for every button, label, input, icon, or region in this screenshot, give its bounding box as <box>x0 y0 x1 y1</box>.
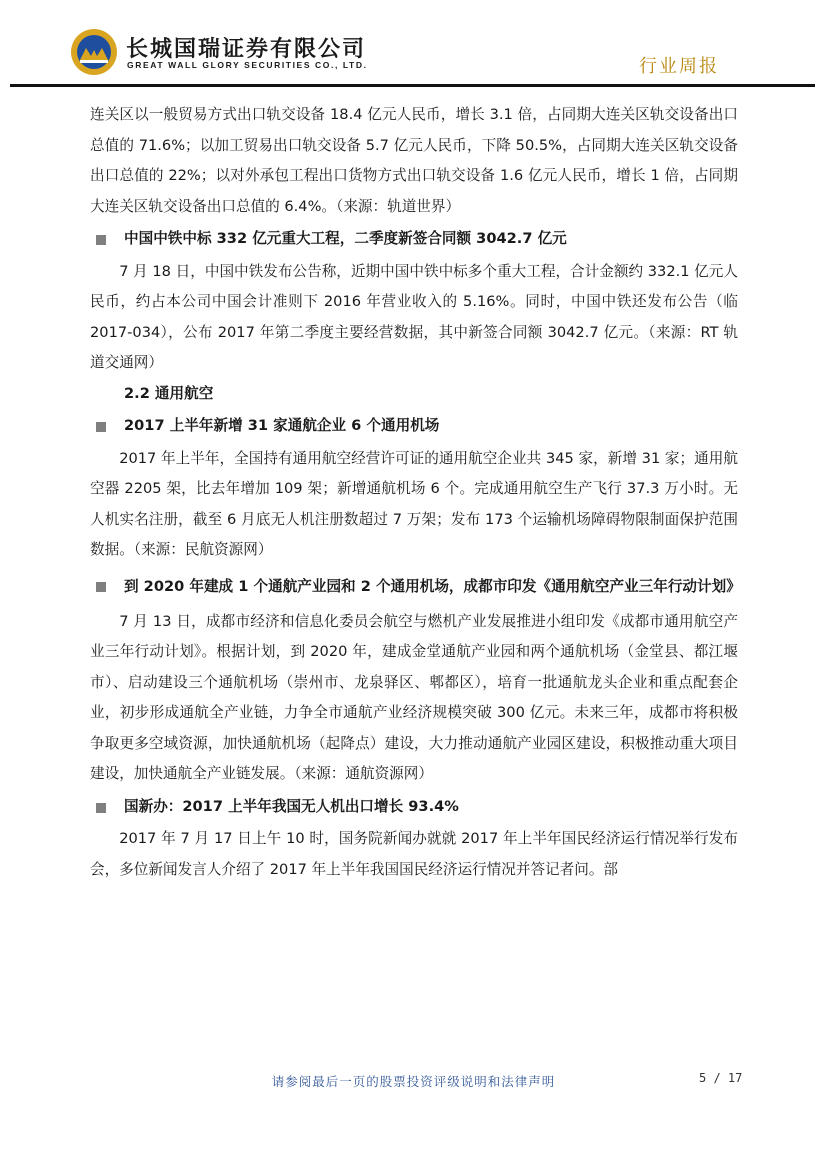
square-bullet-icon <box>96 803 106 813</box>
news-heading-text: 中国中铁中标 332 亿元重大工程，二季度新签合同额 3042.7 亿元 <box>124 230 567 247</box>
paragraph: 2017 年上半年，全国持有通用航空经营许可证的通用航空企业共 345 家，新增 31 家；通用航空器 2205 架，比去年增加 109 架；新增通航机场 6 个。完成通用航空生产飞行 37.3 万小时。无人机实名注册，截至 6 月底无人机注册数超过 7 万架；发布 173 个运输机场障碍物限制面保护范围数据。（来源：民航资源网） <box>90 449 738 558</box>
paragraph: 7 月 13 日，成都市经济和信息化委员会航空与燃机产业发展推进小组印发《成都市通用航空产业三年行动计划》。根据计划，到 2020 年，建成金堂通航产业园和两个通航机场（金堂县、都江堰市）、启动建设三个通航机场（崇州市、龙泉驿区、郫都区），培育一批通航龙头企业和重点配套企业，初步形成通航全产业链，力争全市通航产业经济规模突破 300 亿元。未来三年，成都市将积极争取更多空域资源，加快通航机场（起降点）建设，大力推动通航产业园区建设，积极推动重大项目建设，加快通航全产业链发展。（来源：通航资源网） <box>90 612 738 782</box>
disclaimer-note: 请参阅最后一页的股票投资评级说明和法律声明 <box>271 1074 556 1089</box>
news-heading <box>56 224 738 255</box>
company-name-cn: 长城国瑞证券有限公司 <box>126 37 367 62</box>
report-body <box>90 100 741 885</box>
news-heading <box>56 792 738 823</box>
page-number: 5 / 17 <box>699 1071 743 1085</box>
square-bullet-icon <box>96 422 106 432</box>
news-heading-text: 2017 上半年新增 31 家通航企业 6 个通用机场 <box>124 417 440 434</box>
paragraph: 2017 年 7 月 17 日上午 10 时，国务院新闻办就就 2017 年上半年国民经济运行情况举行发布会，多位新闻发言人介绍了 2017 年上半年我国国民经济运行情况并答记者问。部 <box>90 830 738 878</box>
square-bullet-icon <box>96 582 106 592</box>
page-header <box>0 0 827 92</box>
news-heading <box>56 568 741 605</box>
section-heading: 2.2 通用航空 <box>124 384 214 402</box>
news-heading <box>56 411 738 442</box>
square-bullet-icon <box>96 235 106 245</box>
great-wall-glory-logo-icon <box>70 28 118 76</box>
paragraph: 连关区以一般贸易方式出口轨交设备 18.4 亿元人民币，增长 3.1 倍，占同期大连关区轨交设备出口总值的 71.6%；以加工贸易出口轨交设备 5.7 亿元人民币，下降 50.5%，占同期大连关区轨交设备出口总值的 22%；以对外承包工程出口货物方式出口轨交设备 1.6 亿元人民币，增长 1 倍，占同期大连关区轨交设备出口总值的 6.4%。（来源：轨道世界） <box>90 106 738 215</box>
paragraph: 7 月 18 日，中国中铁发布公告称，近期中国中铁中标多个重大工程，合计金额约 332.1 亿元人民币，约占本公司中国会计准则下 2016 年营业收入的 5.16%。同时，中国中铁还发布公告（临 2017-034），公布 2017 年第二季度主要经营数据，其中新签合同额 3042.7 亿元。（来源：RT 轨道交通网） <box>90 262 738 371</box>
header-divider <box>10 84 815 87</box>
company-name-en: GREAT WALL GLORY SECURITIES CO., LTD. <box>127 60 368 70</box>
news-heading-text: 国新办：2017 上半年我国无人机出口增长 93.4% <box>124 797 459 815</box>
news-heading-text: 到 2020 年建成 1 个通航产业园和 2 个通用机场，成都市印发《通用航空产业三年行动计划》 <box>124 577 741 595</box>
report-type-label: 行业周报 <box>639 56 719 77</box>
